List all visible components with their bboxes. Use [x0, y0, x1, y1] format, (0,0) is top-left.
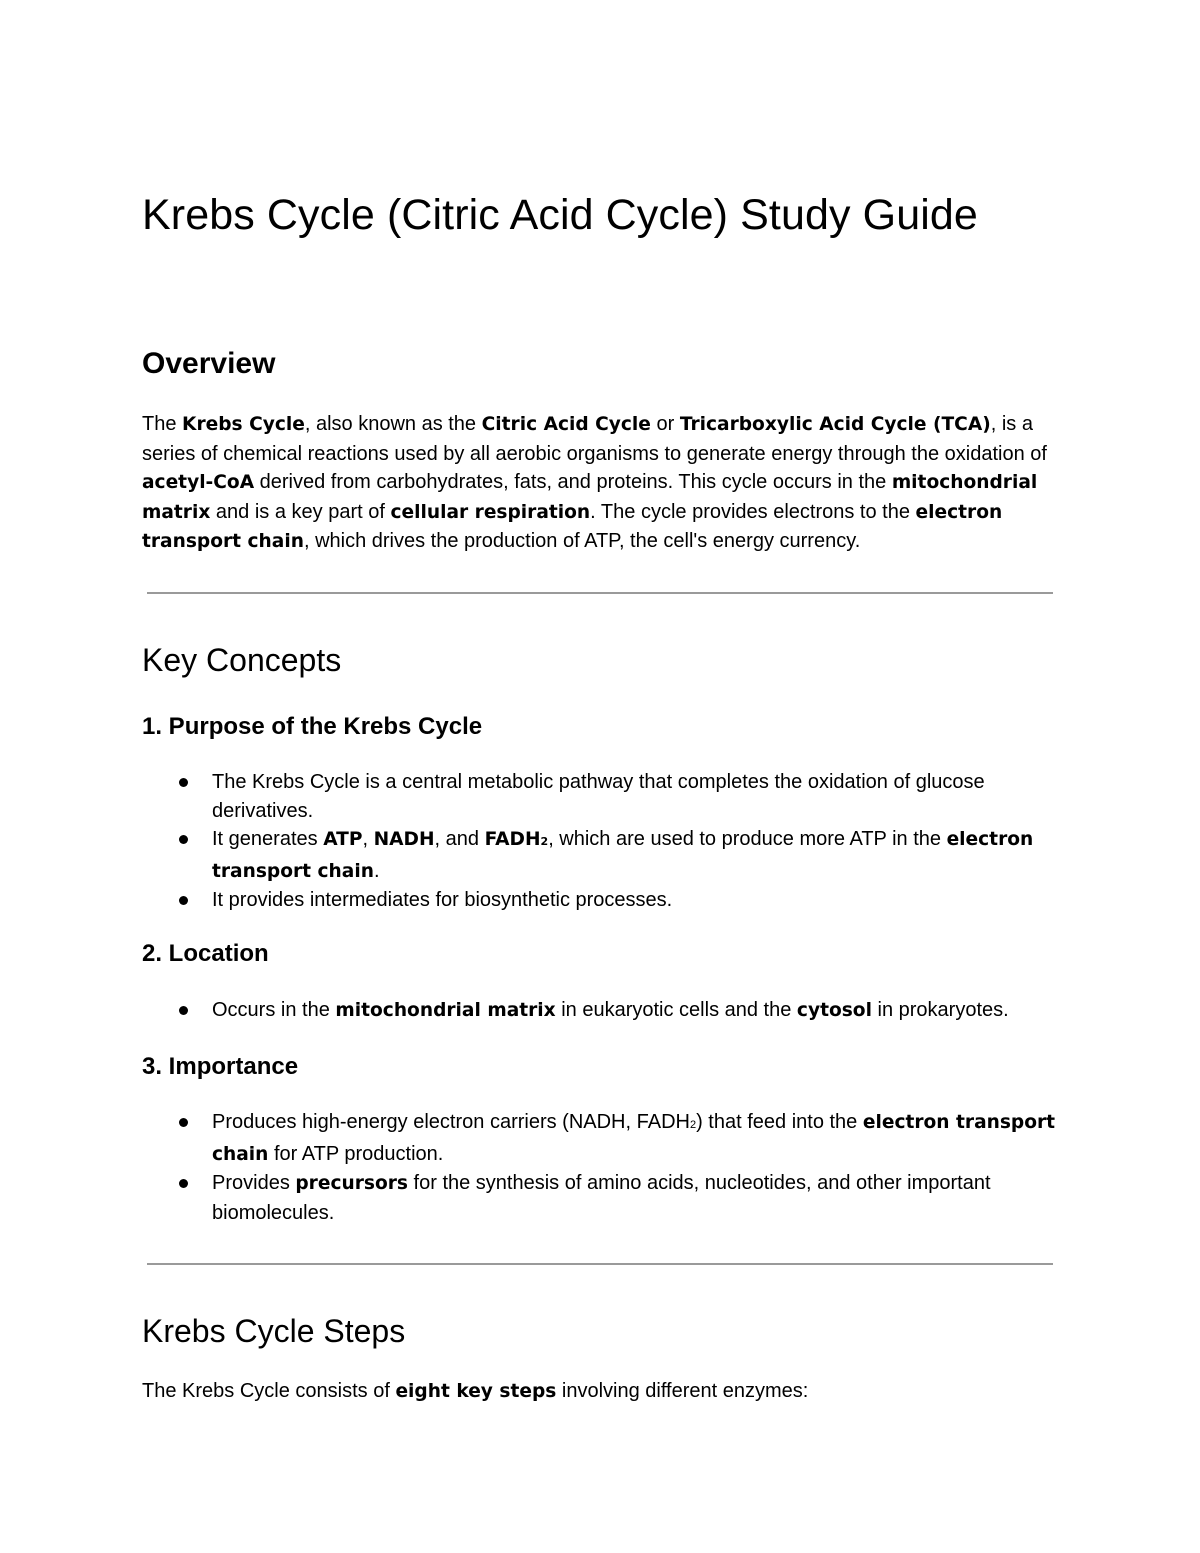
- steps-text: involving different enzymes:: [556, 1380, 809, 1402]
- list-item-text: , and: [434, 828, 485, 851]
- bullet-icon: [179, 896, 188, 905]
- section-divider: [147, 592, 1053, 594]
- list-item: [142, 825, 1062, 886]
- list-item-text: in eukaryotic cells and the: [555, 999, 797, 1021]
- subscript-two: 2: [689, 1119, 697, 1131]
- overview-text: , which drives the production of ATP, the cell's energy currency.: [303, 530, 861, 553]
- overview-bold-tca: Tricarboxylic Acid Cycle (TCA): [679, 414, 991, 435]
- bold-precursors: precursors: [295, 1173, 408, 1195]
- document-title: Krebs Cycle (Citric Acid Cycle) Study Guide: [142, 191, 978, 239]
- subscript-two: 2: [540, 835, 549, 849]
- bold-eight-key-steps: eight key steps: [395, 1381, 557, 1402]
- bold-cytosol: cytosol: [796, 1000, 872, 1021]
- section-divider: [147, 1263, 1053, 1265]
- bold-atp: ATP: [323, 829, 363, 851]
- overview-text: and is a key part of: [210, 500, 391, 523]
- list-item: [142, 996, 1062, 1026]
- importance-heading: 3. Importance: [142, 1053, 299, 1080]
- overview-text: , also known as the: [304, 413, 482, 435]
- krebs-cycle-steps-heading: Krebs Cycle Steps: [142, 1313, 406, 1349]
- list-item-text: for the synthesis of amino acids, nucleotides, and other important biomolecules.: [212, 1172, 991, 1224]
- key-concepts-heading: Key Concepts: [142, 642, 342, 678]
- overview-bold-mitochondrial-matrix: mitochondrial matrix: [142, 472, 1038, 523]
- steps-paragraph: [142, 1377, 1062, 1407]
- bold-nadh: NADH: [373, 829, 435, 851]
- bold-fadh: FADH: [484, 829, 541, 851]
- list-item-text: Occurs in the: [212, 999, 336, 1021]
- list-item-text: Provides: [212, 1172, 296, 1195]
- location-list: [142, 996, 1062, 1026]
- list-item: [142, 886, 1062, 915]
- overview-text: The: [142, 413, 183, 435]
- list-item-text: , which are used to produce more ATP in the: [548, 828, 947, 851]
- list-item-text: The Krebs Cycle is a central metabolic pathway that completes the oxidation of glucose derivatives.: [212, 771, 985, 822]
- list-item-text: .: [373, 859, 380, 882]
- purpose-list: [142, 768, 1062, 915]
- overview-bold-citric-acid-cycle: Citric Acid Cycle: [481, 414, 651, 435]
- overview-bold-cellular-respiration: cellular respiration: [390, 501, 591, 523]
- bold-mitochondrial-matrix: mitochondrial matrix: [335, 1000, 556, 1021]
- list-item-text: ) that feed into the: [696, 1111, 863, 1133]
- list-item-text: It generates: [212, 828, 324, 851]
- overview-bold-acetyl-coa: acetyl-CoA: [142, 472, 255, 494]
- bullet-icon: [179, 1179, 188, 1188]
- steps-text: The Krebs Cycle consists of: [142, 1380, 396, 1402]
- overview-text: , is a series of chemical reactions used by all aerobic organisms to generate energy through the oxidation of: [142, 413, 1047, 465]
- overview-text: . The cycle provides electrons to the: [590, 500, 916, 523]
- location-heading: 2. Location: [142, 940, 269, 967]
- overview-heading: Overview: [142, 347, 276, 380]
- purpose-heading: 1. Purpose of the Krebs Cycle: [142, 713, 483, 740]
- list-item-text: Produces high-energy electron carriers (NADH, FADH: [212, 1111, 690, 1133]
- bold-electron-transport-chain: electron transport chain: [212, 829, 1034, 882]
- bullet-icon: [179, 1006, 188, 1015]
- overview-paragraph: [142, 410, 1062, 557]
- overview-bold-electron-transport-chain: electron transport chain: [142, 501, 1003, 553]
- overview-text: derived from carbohydrates, fats, and proteins. This cycle occurs in the: [254, 471, 892, 494]
- list-item-text: It provides intermediates for biosynthetic processes.: [212, 889, 673, 912]
- bullet-icon: [179, 1118, 188, 1127]
- importance-list: [142, 1108, 1062, 1227]
- bullet-icon: [179, 835, 188, 844]
- list-item-text: ,: [362, 828, 374, 851]
- overview-text: or: [650, 413, 680, 435]
- list-item: [142, 1169, 1062, 1227]
- overview-bold-krebs-cycle: Krebs Cycle: [182, 414, 305, 435]
- list-item: [142, 768, 1062, 825]
- list-item-text: for ATP production.: [268, 1142, 444, 1165]
- list-item: [142, 1108, 1062, 1169]
- list-item-text: in prokaryotes.: [871, 999, 1009, 1021]
- bold-electron-transport-chain: electron transport chain: [212, 1112, 1056, 1165]
- bullet-icon: [179, 778, 188, 787]
